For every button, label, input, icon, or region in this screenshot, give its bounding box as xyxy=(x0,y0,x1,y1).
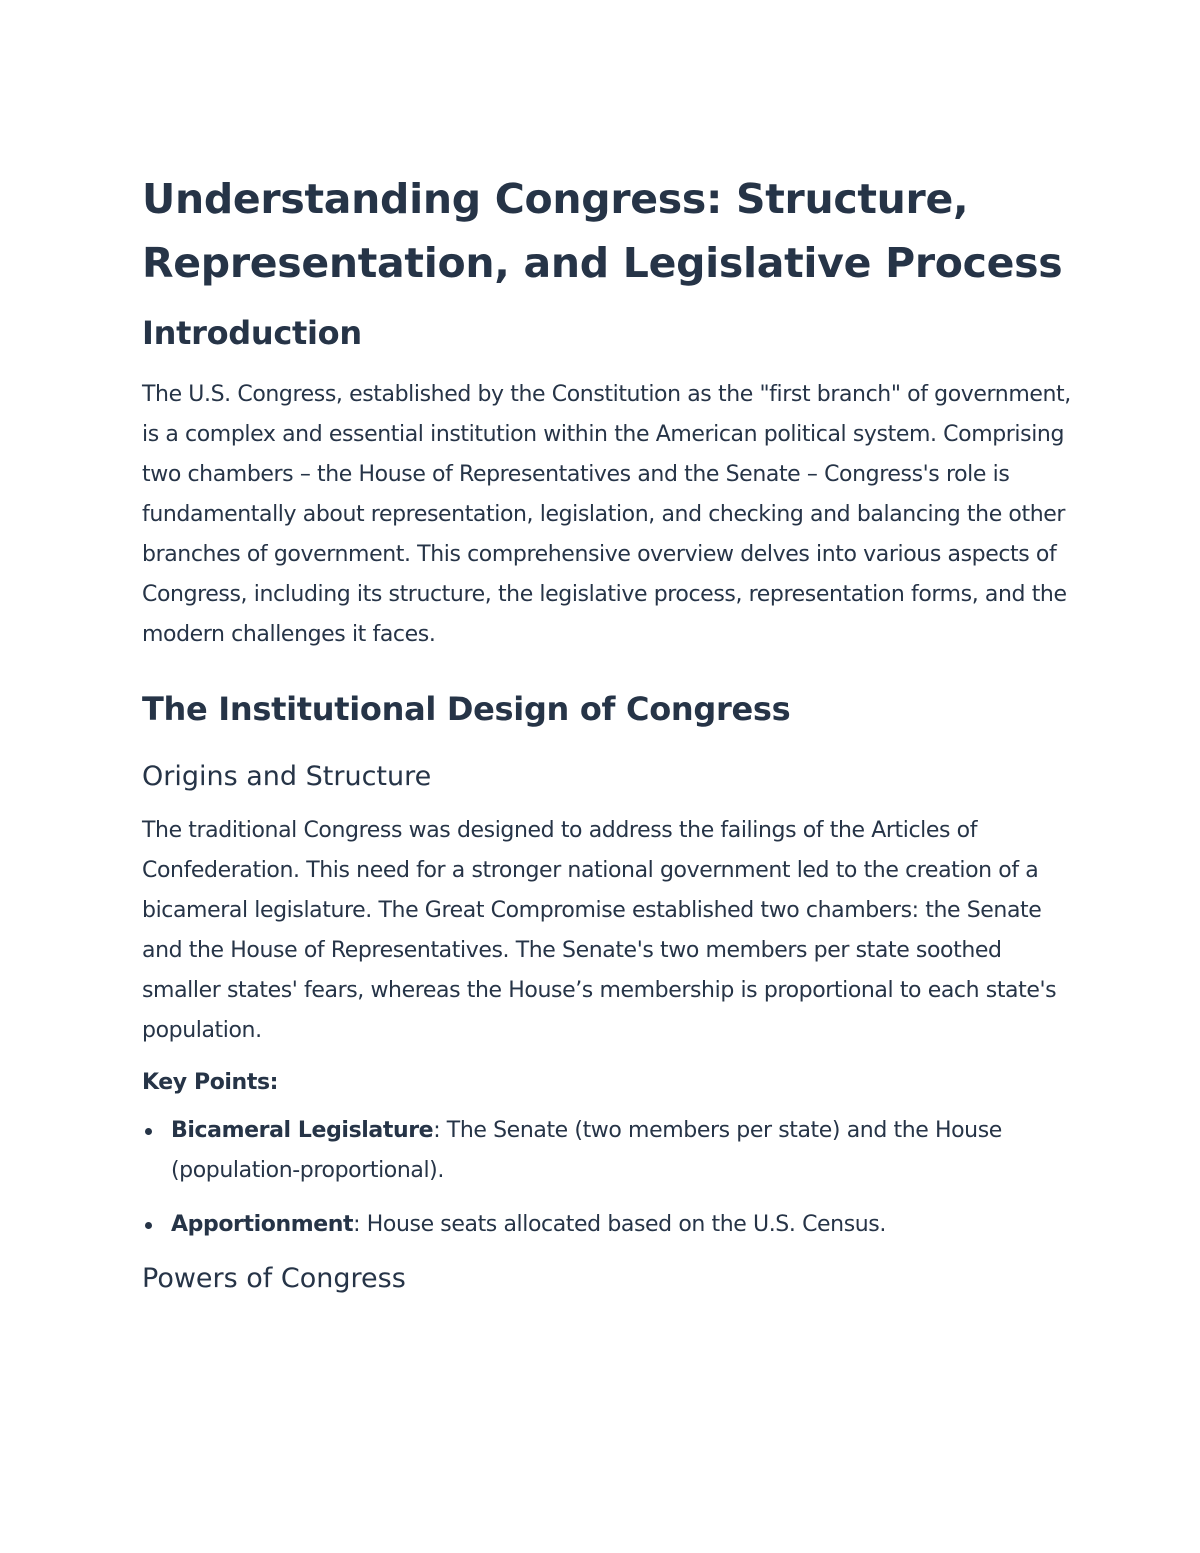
key-point-text: : The Senate (two members per state) and the House (population-proportional). xyxy=(171,1118,1002,1183)
document-body xyxy=(142,167,1082,1299)
key-point-term: Apportionment xyxy=(171,1212,354,1237)
origins-structure-heading: Origins and Structure xyxy=(142,761,432,792)
origins-structure-paragraph: The traditional Congress was designed to address the failings of the Articles of Confederation. This need for a stronger national government led to the creation of a bicameral legislature. The Great Compromise established two chambers: the Senate and the House of Representatives. The Senate's two members per state soothed smaller states' fears, whereas the House’s membership is proportional to each state's population. xyxy=(142,818,1057,1043)
bullet-icon xyxy=(145,1128,152,1135)
bullet-icon xyxy=(145,1222,152,1229)
key-point-term: Bicameral Legislature xyxy=(171,1118,434,1143)
key-points-list xyxy=(142,1111,1082,1245)
introduction-paragraph: The U.S. Congress, established by the Constitution as the "first branch" of government, is a complex and essential institution within the American political system. Comprising two chambers – the House of Representatives and the Senate – Congress's role is fundamentally about representation, legislation, and checking and balancing the other branches of government. This comprehensive overview delves into various aspects of Congress, including its structure, the legislative process, representation forms, and the modern challenges it faces. xyxy=(142,382,1071,647)
key-point-text: : House seats allocated based on the U.S. Census. xyxy=(353,1212,886,1237)
document-title: Understanding Congress: Structure, Representation, and Legislative Process xyxy=(142,175,1063,287)
list-item xyxy=(142,1111,1082,1191)
institutional-design-heading: The Institutional Design of Congress xyxy=(142,690,791,728)
powers-of-congress-heading: Powers of Congress xyxy=(142,1263,406,1294)
key-points-label: Key Points: xyxy=(142,1070,279,1095)
introduction-heading: Introduction xyxy=(142,314,362,352)
list-item xyxy=(142,1205,1082,1245)
